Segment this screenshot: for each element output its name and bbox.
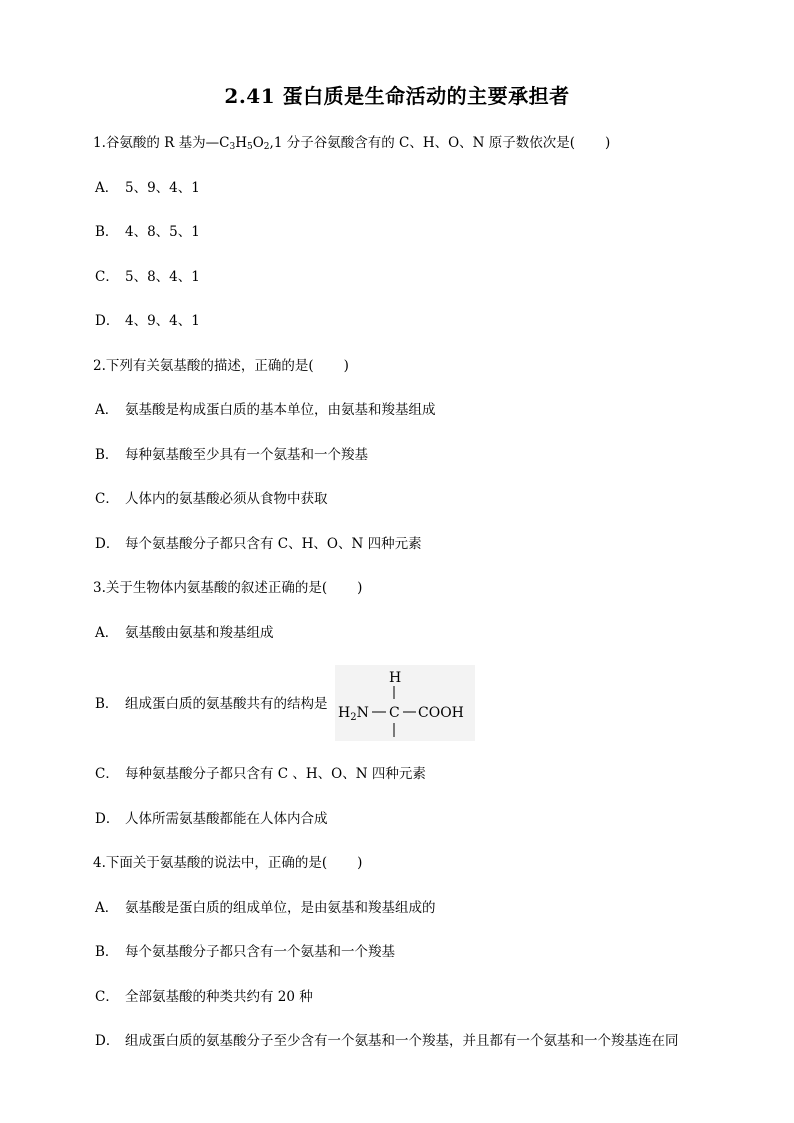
question-1-stem [93, 134, 610, 152]
option-label: B． [95, 447, 119, 463]
structure-left-group [338, 705, 369, 723]
option-text: 每个氨基酸分子都只含有一个氨基和一个羧基 [125, 944, 395, 960]
option-label: B． [95, 696, 119, 712]
option-label: C． [95, 766, 119, 782]
option-text: 5、9、4、1 [125, 180, 200, 196]
option-text: 全部氨基酸的种类共约有 20 种 [125, 989, 313, 1005]
q2-stem-close: ) [343, 358, 349, 374]
q3-stem-close: ) [357, 580, 363, 596]
amino-acid-structure-figure [335, 665, 475, 741]
option-text: 人体所需氨基酸都能在人体内合成 [125, 811, 328, 827]
q3-option-a [95, 624, 274, 642]
q2-option-d [95, 535, 422, 553]
option-text: 氨基酸是蛋白质的组成单位，是由氨基和羧基组成的 [125, 900, 436, 916]
q1-stem-close: ) [605, 135, 611, 151]
q3-option-b [95, 695, 328, 713]
option-label: C． [95, 989, 119, 1005]
option-text: 氨基酸是构成蛋白质的基本单位，由氨基和羧基组成 [125, 402, 436, 418]
option-text: 氨基酸由氨基和羧基组成 [125, 625, 274, 641]
structure-right-group: COOH [418, 705, 464, 721]
q2-option-a [95, 401, 436, 419]
q1-stem-part: ,1 分子谷氨酸含有的 C、H、O、N 原子数依次是( [269, 135, 576, 151]
question-4-stem [93, 854, 362, 872]
q1-option-b [95, 223, 200, 241]
option-label: A． [95, 180, 119, 196]
structure-center-c: C [389, 705, 400, 721]
q2-stem-text: 2.下列有关氨基酸的描述，正确的是( [93, 358, 314, 374]
option-label: D． [95, 536, 120, 552]
q1-sub: 2 [263, 142, 270, 152]
q4-option-d [95, 1032, 679, 1050]
q2-option-b [95, 446, 368, 464]
option-label: A． [95, 900, 119, 916]
option-text: 4、8、5、1 [125, 224, 200, 240]
q4-option-c [95, 988, 313, 1006]
q2-option-c [95, 490, 328, 508]
q1-option-c [95, 268, 200, 286]
option-label: D． [95, 811, 120, 827]
option-label: B． [95, 944, 119, 960]
option-text: 4、9、4、1 [125, 313, 200, 329]
q4-option-a [95, 899, 436, 917]
option-text: 人体内的氨基酸必须从食物中获取 [125, 491, 328, 507]
option-text: 组成蛋白质的氨基酸共有的结构是 [125, 696, 328, 712]
q1-stem-part: H [235, 135, 247, 151]
option-label: C． [95, 269, 119, 285]
option-label: C． [95, 491, 119, 507]
q4-stem-text: 4.下面关于氨基酸的说法中，正确的是( [93, 855, 328, 871]
q1-stem-part: O [252, 135, 264, 151]
option-label: B． [95, 224, 119, 240]
question-3-stem [93, 579, 362, 597]
q1-sub: 3 [229, 142, 236, 152]
q3-option-d [95, 810, 328, 828]
structure-left-n: N [356, 705, 369, 721]
option-text: 每个氨基酸分子都只含有 C、H、O、N 四种元素 [125, 536, 422, 552]
q1-option-d [95, 312, 200, 330]
q3-option-c [95, 765, 426, 783]
option-text: 5、8、4、1 [125, 269, 200, 285]
q3-stem-text: 3.关于生物体内氨基酸的叙述正确的是( [93, 580, 328, 596]
q1-sub: 5 [246, 142, 253, 152]
amino-acid-structure-diagram [335, 665, 475, 741]
option-text: 每种氨基酸分子都只含有 C 、H、O、N 四种元素 [125, 766, 426, 782]
option-text: 每种氨基酸至少具有一个氨基和一个羧基 [125, 447, 368, 463]
page-title: 2.41 蛋白质是生命活动的主要承担者 [224, 84, 570, 108]
option-label: A． [95, 625, 119, 641]
option-label: D． [95, 313, 120, 329]
structure-top-h: H [389, 670, 402, 686]
option-label: A． [95, 402, 119, 418]
q1-stem-part: 1.谷氨酸的 R 基为—C [93, 135, 230, 151]
structure-left-h: H [338, 705, 351, 721]
q1-option-a [95, 179, 200, 197]
option-label: D． [95, 1033, 120, 1049]
structure-left-sub: 2 [350, 712, 357, 723]
q4-option-b [95, 943, 395, 961]
q4-stem-close: ) [357, 855, 363, 871]
question-2-stem [93, 357, 349, 375]
option-text: 组成蛋白质的氨基酸分子至少含有一个氨基和一个羧基，并且都有一个氨基和一个羧基连在同 [125, 1033, 679, 1049]
